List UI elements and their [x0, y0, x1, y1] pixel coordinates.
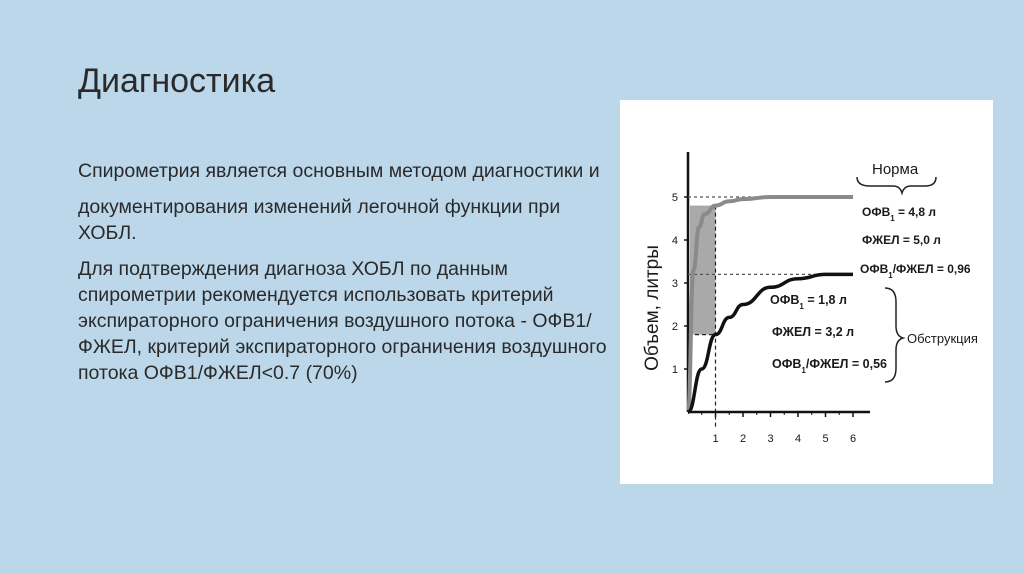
x-tick-label: 4	[794, 433, 802, 445]
obstr-ratio-value: $ОФВ_1$/ФЖЕЛ = 0,56	[772, 357, 887, 375]
body-paragraph-2: документирования изменений легочной функции при ХОБЛ.	[78, 196, 561, 244]
obstruction-label: Обструкция	[907, 331, 978, 346]
norma-label: Норма	[872, 161, 919, 178]
spirometry-chart	[620, 100, 993, 484]
slide-title: Диагностика	[78, 62, 276, 100]
body-paragraph-1: Спирометрия является основным методом диагностики и	[78, 160, 600, 182]
y-tick-label: 2	[671, 321, 678, 333]
x-tick-label: 5	[822, 433, 829, 445]
slide-body-text	[78, 158, 618, 396]
norma-fvc-value: ФЖЕЛ = 5,0 л	[862, 233, 941, 247]
spirometry-figure	[620, 100, 993, 484]
obstr-fev1-value: $ОФВ_1 = 1,8$ л	[770, 293, 847, 311]
x-ticks	[702, 412, 856, 445]
obstruction-brace	[885, 288, 903, 382]
obstr-fvc-value: ФЖЕЛ = 3,2 л	[772, 325, 855, 339]
body-paragraph-3: Для подтверждения диагноза ХОБЛ по данным спирометрии рекомендуется использовать критерий экспираторного ограничения воздушного потока - ОФВ1/ФЖЕЛ, критерий экспираторного ограничения воздушного потока ОФВ1/ФЖЕЛ<0.7 (70%)	[78, 258, 607, 384]
norma-brace	[857, 177, 936, 193]
y-tick-label: 4	[671, 235, 678, 247]
x-tick-label: 2	[739, 433, 747, 445]
y-tick-label: 3	[671, 278, 678, 290]
norma-ratio-value: $ОФВ_1$/ФЖЕЛ = 0,96	[860, 262, 971, 280]
y-axis-label: Объем, литры	[642, 245, 663, 371]
norma-fev1-value: $ОФВ_1 = 4,8$ л	[862, 205, 937, 223]
y-ticks	[672, 192, 688, 376]
y-tick-label: 5	[671, 192, 678, 204]
x-tick-label: 1	[712, 433, 719, 445]
x-tick-label: 3	[767, 433, 774, 445]
x-tick-label: 6	[849, 433, 857, 445]
y-tick-label: 1	[671, 364, 678, 376]
obstruction-values	[770, 293, 887, 375]
norma-values	[860, 205, 971, 280]
